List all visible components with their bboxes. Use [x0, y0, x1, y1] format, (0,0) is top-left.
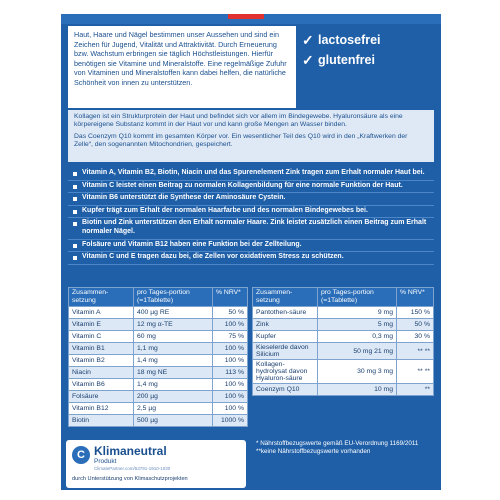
- table-cell: Vitamin B1: [69, 343, 134, 355]
- column-header: % NRV*: [397, 288, 434, 307]
- table-cell: 1,1 mg: [134, 343, 213, 355]
- claim-item: Vitamin C leistet einen Beitrag zu normalen Kollagenbildung für eine normale Funktion der Haut.: [68, 181, 434, 194]
- climate-neutral-badge: [66, 440, 246, 488]
- table-cell: 113 %: [213, 367, 248, 379]
- table-cell: ** **: [397, 360, 434, 384]
- table-row: [69, 355, 248, 367]
- table-cell: 1,4 mg: [134, 355, 213, 367]
- table-cell: 500 µg: [134, 415, 213, 427]
- column-header: Zusammen-setzung: [69, 288, 134, 307]
- claim-item: Vitamin B6 unterstützt die Synthese der Aminosäure Cystein.: [68, 193, 434, 206]
- table-cell: 100 %: [213, 403, 248, 415]
- footnote: * Nährstoffbezugswerte gemäß EU-Verordnung 1169/2011: [256, 440, 419, 447]
- table-cell: 100 %: [213, 379, 248, 391]
- table-cell: Folsäure: [69, 391, 134, 403]
- claim-item: Folsäure und Vitamin B12 haben eine Funktion bei der Zellteilung.: [68, 240, 434, 253]
- table-cell: 12 mg α-TE: [134, 319, 213, 331]
- footnote: **keine Nährstoffbezugswerte vorhanden: [256, 448, 371, 455]
- table-cell: Vitamin E: [69, 319, 134, 331]
- footnotes: [256, 440, 436, 456]
- table-cell: 50 %: [397, 319, 434, 331]
- table-cell: **: [397, 384, 434, 396]
- column-header: Zusammen-setzung: [253, 288, 318, 307]
- top-red-mark: [228, 14, 264, 19]
- table-cell: Pantothen-säure: [253, 307, 318, 319]
- table-row: [69, 415, 248, 427]
- table-cell: Vitamin A: [69, 307, 134, 319]
- klima-note: durch Unterstützung von Klimaschutzprojekten: [72, 476, 188, 482]
- kollagen-paragraph: Kollagen ist ein Strukturprotein der Haut und befindet sich vor allem im Bindegewebe. Hyaluronsäure als eine körpereigene Substanz kommt in der Haut vor und kann große Mengen an Wasser binden.: [74, 113, 403, 129]
- table-cell: Vitamin C: [69, 331, 134, 343]
- table-cell: Kupfer: [253, 331, 318, 343]
- coenzym-paragraph: Das Coenzym Q10 kommt im gesamten Körper vor. Ein wesentlicher Teil des Q10 wird in den „Kraftwerken der Zelle“, den sogenannten Mitochondrien, gespeichert.: [74, 132, 408, 149]
- table-cell: 200 µg: [134, 391, 213, 403]
- table-cell: 100 %: [213, 355, 248, 367]
- table-row: [69, 367, 248, 379]
- table-cell: 400 µg RE: [134, 307, 213, 319]
- gluten-free-label: ✓ glutenfrei: [302, 51, 375, 68]
- table-row: [69, 331, 248, 343]
- table-row: [69, 379, 248, 391]
- claim-item: Biotin und Zink unterstützen den Erhalt normaler Haare. Zink leistet zusätzlich einen Beitrag zum Erhalt normaler Nägel.: [68, 218, 434, 239]
- klima-subtitle: Produkt: [94, 458, 117, 465]
- table-cell: Kollagen-hydrolysat davon Hyaluron-säure: [253, 360, 318, 384]
- kollagen-info: [68, 110, 434, 162]
- free-from-labels: [302, 30, 432, 70]
- nutrition-table-right: [252, 287, 434, 396]
- klima-title: Klimaneutral: [94, 444, 167, 458]
- table-header-row: [69, 288, 248, 307]
- table-row: [253, 360, 434, 384]
- table-row: [253, 384, 434, 396]
- lactose-free-label: ✓ lactosefrei: [302, 31, 381, 48]
- column-header: pro Tages-portion (=1Tablette): [134, 288, 213, 307]
- table-cell: Coenzym Q10: [253, 384, 318, 396]
- table-row: [69, 319, 248, 331]
- check-icon: ✓: [302, 31, 314, 48]
- table-cell: 60 mg: [134, 331, 213, 343]
- claim-item: Kupfer trägt zum Erhalt der normalen Haarfarbe und des normalen Bindegewebes bei.: [68, 206, 434, 219]
- table-header-row: [253, 288, 434, 307]
- table-row: [253, 343, 434, 360]
- table-cell: 75 %: [213, 331, 248, 343]
- table-cell: ** **: [397, 343, 434, 360]
- table-row: [69, 403, 248, 415]
- table-cell: 1000 %: [213, 415, 248, 427]
- table-cell: 2,5 µg: [134, 403, 213, 415]
- table-cell: Biotin: [69, 415, 134, 427]
- climate-partner-logo-icon: C: [72, 446, 90, 464]
- table-cell: 100 %: [213, 343, 248, 355]
- claim-item: Vitamin C und E tragen dazu bei, die Zellen vor oxidativem Stress zu schützen.: [68, 252, 434, 265]
- table-cell: Vitamin B2: [69, 355, 134, 367]
- table-row: [253, 319, 434, 331]
- table-row: [69, 343, 248, 355]
- health-claims-list: [68, 168, 434, 281]
- table-cell: Vitamin B6: [69, 379, 134, 391]
- table-cell: 30 %: [397, 331, 434, 343]
- klima-id: ClimatePartner.com/53791-1910-1030: [94, 466, 171, 471]
- table-cell: 18 mg NE: [134, 367, 213, 379]
- claim-item: Vitamin A, Vitamin B2, Biotin, Niacin und das Spurenelement Zink tragen zum Erhalt normaler Haut bei.: [68, 168, 434, 181]
- table-row: [69, 391, 248, 403]
- table-cell: 10 mg: [318, 384, 397, 396]
- table-cell: Kieselerde davon Silicium: [253, 343, 318, 360]
- table-cell: Zink: [253, 319, 318, 331]
- table-row: [253, 307, 434, 319]
- nutrition-table-left: [68, 287, 248, 427]
- table-row: [253, 331, 434, 343]
- table-cell: 0,3 mg: [318, 331, 397, 343]
- column-header: % NRV*: [213, 288, 248, 307]
- table-cell: 100 %: [213, 319, 248, 331]
- table-cell: 9 mg: [318, 307, 397, 319]
- column-header: pro Tages-portion (=1Tablette): [318, 288, 397, 307]
- table-row: [69, 307, 248, 319]
- table-cell: 30 mg 3 mg: [318, 360, 397, 384]
- table-cell: 5 mg: [318, 319, 397, 331]
- table-cell: Niacin: [69, 367, 134, 379]
- check-icon: ✓: [302, 51, 314, 68]
- table-cell: 50 %: [213, 307, 248, 319]
- table-cell: 1,4 mg: [134, 379, 213, 391]
- table-cell: Vitamin B12: [69, 403, 134, 415]
- table-cell: 50 mg 21 mg: [318, 343, 397, 360]
- table-cell: 100 %: [213, 391, 248, 403]
- table-cell: 150 %: [397, 307, 434, 319]
- intro-text: Haut, Haare und Nägel bestimmen unser Aussehen und sind ein Zeichen für Jugend, Vitalität und Attraktivität. Durch Erneuerung bzw. Wachstum erbringen sie täglich Höchstleistungen. Hierfür benötigen sie Vitamine und Mineralstoffe. Eine regelmäßige Zufuhr von Vitaminen und Mineralstoffen kann dabei helfen, die natürliche Schönheit von innen zu unterstützen.: [68, 26, 296, 108]
